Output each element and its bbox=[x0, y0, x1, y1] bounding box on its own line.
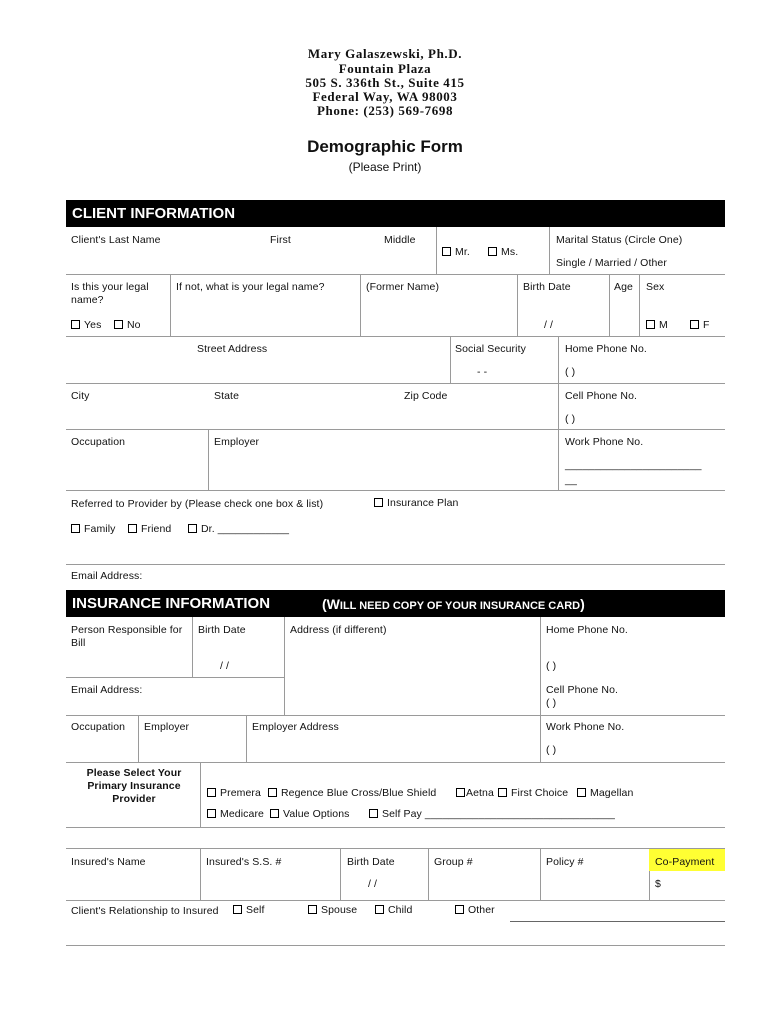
ins-cell-phone-field[interactable]: ( ) bbox=[546, 697, 557, 709]
client-home-phone-label: Home Phone No. bbox=[565, 343, 647, 355]
checkbox-icon bbox=[690, 320, 699, 329]
client-birth-date-field[interactable]: / / bbox=[544, 319, 554, 331]
ins-work-phone-field[interactable]: ( ) bbox=[546, 744, 557, 756]
referred-label: Referred to Provider by (Please check one box & list) bbox=[71, 498, 324, 510]
mr-label: Mr. bbox=[455, 246, 470, 258]
checkbox-icon bbox=[270, 809, 279, 818]
female-label: F bbox=[703, 319, 710, 331]
ins-employer-label: Employer bbox=[144, 721, 190, 733]
client-work-phone-line2: __ bbox=[565, 474, 577, 486]
checkbox-icon bbox=[114, 320, 123, 329]
premera-checkbox[interactable] bbox=[207, 787, 261, 799]
value-options-checkbox[interactable] bbox=[270, 808, 349, 820]
spouse-checkbox[interactable] bbox=[308, 904, 357, 916]
first-choice-checkbox[interactable] bbox=[498, 787, 568, 799]
client-cell-phone-field[interactable]: ( ) bbox=[565, 413, 576, 425]
legal-no-checkbox[interactable] bbox=[114, 319, 141, 331]
ins-home-phone-field[interactable]: ( ) bbox=[546, 660, 557, 672]
yes-label: Yes bbox=[84, 319, 102, 331]
insurance-plan-label: Insurance Plan bbox=[387, 497, 459, 509]
regence-checkbox[interactable] bbox=[268, 787, 436, 799]
checkbox-icon bbox=[128, 524, 137, 533]
insured-ssn-label: Insured's S.S. # bbox=[206, 856, 282, 868]
client-info-heading: CLIENT INFORMATION bbox=[72, 205, 236, 222]
ssn-field[interactable]: - - bbox=[477, 366, 488, 378]
friend-label: Friend bbox=[141, 523, 172, 535]
value-options-label: Value Options bbox=[283, 808, 350, 820]
child-label: Child bbox=[388, 904, 413, 916]
age-label: Age bbox=[614, 281, 633, 293]
group-label: Group # bbox=[434, 856, 473, 868]
provider-street: 505 S. 336th St., Suite 415 bbox=[305, 75, 465, 90]
relationship-label: Client's Relationship to Insured bbox=[71, 905, 219, 917]
dr-label: Dr. ____________ bbox=[201, 523, 290, 535]
self-label: Self bbox=[246, 904, 265, 916]
dr-checkbox[interactable] bbox=[188, 523, 289, 535]
client-first-label: First bbox=[270, 234, 291, 246]
self-checkbox[interactable] bbox=[233, 904, 265, 916]
copayment-label: Co-Payment bbox=[655, 856, 715, 868]
ins-birth-date-field[interactable]: / / bbox=[220, 660, 230, 672]
form-title: Demographic Form bbox=[307, 137, 463, 156]
select-provider-label: Please Select Your Primary Insurance Provider bbox=[86, 767, 182, 805]
copayment-field[interactable]: $ bbox=[655, 878, 661, 890]
legal-name-question: Is this your legal name? bbox=[71, 281, 149, 306]
client-work-phone-line[interactable]: _______________________ bbox=[565, 459, 702, 471]
checkbox-icon bbox=[268, 788, 277, 797]
street-address-label: Street Address bbox=[197, 343, 268, 355]
provider-phone: Phone: (253) 569-7698 bbox=[316, 103, 454, 118]
provider-building: Fountain Plaza bbox=[338, 61, 432, 76]
checkbox-icon bbox=[374, 498, 383, 507]
sex-male-checkbox[interactable] bbox=[646, 319, 668, 331]
ins-email-label: Email Address: bbox=[71, 684, 143, 696]
client-last-name-label: Client's Last Name bbox=[71, 234, 161, 246]
other-underline[interactable] bbox=[510, 921, 725, 922]
checkbox-icon bbox=[456, 788, 465, 797]
sex-female-checkbox[interactable] bbox=[690, 319, 710, 331]
aetna-checkbox[interactable] bbox=[456, 787, 494, 799]
checkbox-icon bbox=[369, 809, 378, 818]
checkbox-icon bbox=[71, 524, 80, 533]
insurance-info-heading: INSURANCE INFORMATION bbox=[72, 595, 271, 612]
mr-checkbox[interactable] bbox=[442, 246, 470, 258]
ins-work-phone-label: Work Phone No. bbox=[546, 721, 625, 733]
other-label: Other bbox=[468, 904, 495, 916]
no-label: No bbox=[127, 319, 141, 331]
client-middle-label: Middle bbox=[384, 234, 416, 246]
client-info-bar bbox=[66, 200, 725, 227]
magellan-label: Magellan bbox=[590, 787, 634, 799]
family-label: Family bbox=[84, 523, 116, 535]
legal-name-label: If not, what is your legal name? bbox=[176, 281, 325, 293]
other-checkbox[interactable] bbox=[455, 904, 495, 916]
regence-label: Regence Blue Cross/Blue Shield bbox=[281, 787, 437, 799]
first-choice-label: First Choice bbox=[511, 787, 569, 799]
legal-yes-checkbox[interactable] bbox=[71, 319, 101, 331]
zip-label: Zip Code bbox=[404, 390, 448, 402]
client-work-phone-label: Work Phone No. bbox=[565, 436, 644, 448]
male-label: M bbox=[659, 319, 668, 331]
insured-name-label: Insured's Name bbox=[71, 856, 146, 868]
policy-label: Policy # bbox=[546, 856, 584, 868]
checkbox-icon bbox=[646, 320, 655, 329]
form-subtitle: (Please Print) bbox=[348, 160, 422, 174]
friend-checkbox[interactable] bbox=[128, 523, 171, 535]
insurance-info-bar bbox=[66, 590, 725, 617]
ins-home-phone-label: Home Phone No. bbox=[546, 624, 628, 636]
premera-label: Premera bbox=[220, 787, 261, 799]
marital-status-label: Marital Status (Circle One) bbox=[556, 234, 683, 246]
child-checkbox[interactable] bbox=[375, 904, 412, 916]
ins-cell-phone-label: Cell Phone No. bbox=[546, 684, 619, 696]
checkbox-icon bbox=[207, 809, 216, 818]
sex-label: Sex bbox=[646, 281, 665, 293]
city-label: City bbox=[71, 390, 90, 402]
insured-birth-date-field[interactable]: / / bbox=[368, 878, 378, 890]
client-birth-date-label: Birth Date bbox=[523, 281, 571, 293]
state-label: State bbox=[214, 390, 240, 402]
client-email-label: Email Address: bbox=[71, 570, 143, 582]
former-name-label: (Former Name) bbox=[366, 281, 440, 293]
ins-address-label: Address (if different) bbox=[290, 624, 387, 636]
medicare-checkbox[interactable] bbox=[207, 808, 264, 820]
aetna-label: Aetna bbox=[466, 787, 494, 799]
medicare-label: Medicare bbox=[220, 808, 264, 820]
checkbox-icon bbox=[188, 524, 197, 533]
magellan-checkbox[interactable] bbox=[577, 787, 633, 799]
provider-city: Federal Way, WA 98003 bbox=[312, 89, 458, 104]
client-employer-label: Employer bbox=[214, 436, 260, 448]
checkbox-icon bbox=[442, 247, 451, 256]
responsible-person-label: Person Responsible for Bill bbox=[71, 624, 183, 649]
insurance-plan-checkbox[interactable] bbox=[374, 497, 458, 509]
ms-checkbox[interactable] bbox=[488, 246, 518, 258]
self-pay-checkbox[interactable] bbox=[369, 808, 615, 820]
spouse-label: Spouse bbox=[321, 904, 358, 916]
insurance-card-note: (WILL NEED COPY OF YOUR INSURANCE CARD) bbox=[322, 596, 585, 612]
ins-birth-date-label: Birth Date bbox=[198, 624, 246, 636]
ins-occupation-label: Occupation bbox=[71, 721, 126, 733]
checkbox-icon bbox=[375, 905, 384, 914]
checkbox-icon bbox=[577, 788, 586, 797]
checkbox-icon bbox=[308, 905, 317, 914]
marital-options[interactable]: Single / Married / Other bbox=[556, 257, 667, 269]
self-pay-label: Self Pay ________________________________ bbox=[382, 808, 615, 820]
ms-label: Ms. bbox=[501, 246, 519, 258]
provider-name: Mary Galaszewski, Ph.D. bbox=[307, 46, 463, 61]
ins-employer-address-label: Employer Address bbox=[252, 721, 339, 733]
client-home-phone-field[interactable]: ( ) bbox=[565, 366, 576, 378]
checkbox-icon bbox=[207, 788, 216, 797]
client-cell-phone-label: Cell Phone No. bbox=[565, 390, 638, 402]
client-occupation-label: Occupation bbox=[71, 436, 126, 448]
family-checkbox[interactable] bbox=[71, 523, 116, 535]
social-security-label: Social Security bbox=[455, 343, 526, 355]
checkbox-icon bbox=[71, 320, 80, 329]
checkbox-icon bbox=[488, 247, 497, 256]
checkbox-icon bbox=[455, 905, 464, 914]
checkbox-icon bbox=[233, 905, 242, 914]
checkbox-icon bbox=[498, 788, 507, 797]
insured-birth-date-label: Birth Date bbox=[347, 856, 395, 868]
